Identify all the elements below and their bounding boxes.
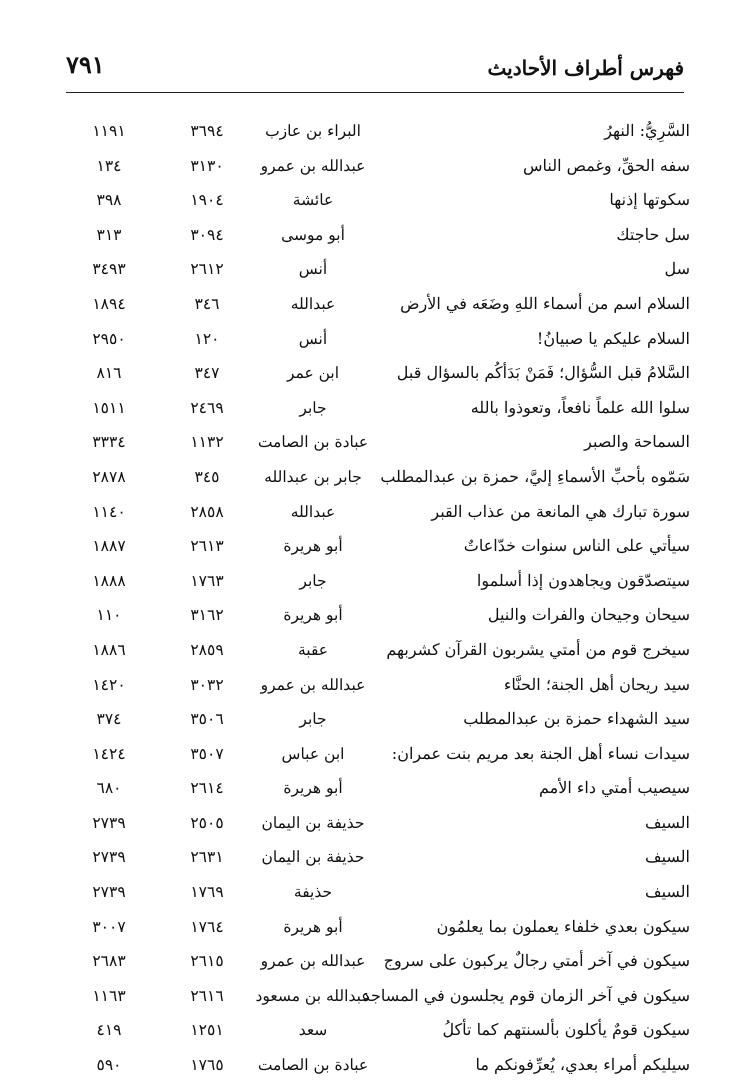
narrator-name: أنس (298, 329, 328, 348)
hadith-opening-text: السلام عليكم يا صبيانُ! (536, 328, 690, 348)
narrator-name: جابر (299, 710, 327, 729)
narrator-name: عبدالله بن عمرو (260, 675, 366, 694)
hadith-number: ٣١٣٠ (190, 156, 224, 175)
hadith-opening-text: سكوتها إذنها (609, 190, 690, 210)
narrator-name: أبو هريرة (283, 606, 343, 625)
hadith-number: ١٧٦٤ (190, 917, 224, 936)
reference-number: ٣٧٤ (96, 710, 122, 729)
index-entry-row (66, 598, 690, 633)
index-entry-row (66, 771, 690, 806)
narrator-name: جابر بن عبدالله (264, 467, 362, 486)
index-entry-row (66, 322, 690, 357)
hadith-opening-text: سيد ريحان أهل الجنة؛ الحنَّاء (503, 674, 690, 694)
hadith-opening-text: السماحة والصبر (584, 432, 690, 452)
reference-number: ٣٠٠٧ (92, 917, 126, 936)
hadith-opening-text: سيتصدّقون ويجاهدون إذا أسلموا (476, 570, 690, 590)
hadith-number: ٣٥٠٦ (190, 710, 224, 729)
index-entry-row (66, 633, 690, 668)
hadith-opening-text: سلوا الله علماً نافعاً، وتعوذوا بالله (470, 397, 690, 417)
hadith-number: ٢٦١٣ (190, 537, 224, 556)
reference-number: ٥٩٠ (96, 1056, 122, 1075)
index-entry-row (66, 944, 690, 979)
hadith-opening-text: سيكون في آخر أمتي رجالٌ يركبون على سروج (383, 951, 690, 971)
index-entry-row (66, 1013, 690, 1048)
hadith-opening-text: السلام اسم من أسماء اللهِ وضَعَه في الأرض (400, 293, 690, 313)
narrator-name: أنس (298, 260, 328, 279)
hadith-number: ٢٦١٦ (190, 986, 224, 1005)
index-entry-row (66, 495, 690, 530)
narrator-name: ابن عباس (281, 744, 345, 763)
hadith-opening-text: سيكون في آخر الزمان قوم يجلسون في المساجد (362, 985, 690, 1005)
reference-number: ٦٨٠ (96, 779, 122, 798)
hadith-index-list (66, 114, 690, 1083)
hadith-number: ٢٦١٢ (190, 260, 224, 279)
reference-number: ١١٩١ (92, 122, 126, 140)
reference-number: ٢٧٣٩ (92, 883, 126, 902)
hadith-opening-text: السيف (645, 882, 690, 902)
reference-number: ٢٩٥٠ (92, 329, 126, 348)
hadith-opening-text: سيد الشهداء حمزة بن عبدالمطلب (463, 709, 690, 729)
reference-number: ٢٨٧٨ (92, 467, 126, 486)
hadith-opening-text: السيف (645, 812, 690, 832)
hadith-opening-text: السيف (645, 847, 690, 867)
index-entry-row (66, 114, 690, 149)
reference-number: ٣٩٨ (96, 191, 122, 210)
narrator-name: حذيفة بن اليمان (261, 848, 365, 867)
page-header (66, 48, 684, 93)
index-entry-row (66, 702, 690, 737)
index-entry-row (66, 183, 690, 218)
hadith-number: ٣٤٧ (194, 364, 220, 383)
index-entry-row (66, 356, 690, 391)
narrator-name: حذيفة (293, 883, 333, 902)
reference-number: ٨١٦ (96, 364, 122, 383)
reference-number: ١٤٢٤ (92, 744, 126, 763)
hadith-opening-text: سل (664, 259, 690, 279)
narrator-name: حذيفة بن اليمان (261, 813, 365, 832)
reference-number: ١١٤٠ (92, 502, 126, 521)
narrator-name: ابن عمر (286, 364, 340, 383)
narrator-name: عبادة بن الصامت (257, 1056, 369, 1075)
page-number: ٧٩١ (66, 50, 105, 79)
narrator-name: جابر (299, 398, 327, 417)
hadith-number: ٢٨٥٩ (190, 640, 224, 659)
index-entry-row (66, 460, 690, 495)
hadith-number: ٢٦١٥ (190, 952, 224, 971)
hadith-number: ٣١٦٢ (190, 606, 224, 625)
hadith-number: ٢٥٠٥ (190, 813, 224, 832)
narrator-name: عقبة (297, 640, 329, 659)
index-entry-row (66, 391, 690, 426)
reference-number: ١١٦٣ (92, 986, 126, 1005)
index-entry-row (66, 979, 690, 1014)
hadith-number: ٣٠٩٤ (190, 225, 224, 244)
hadith-number: ٢٨٥٨ (190, 502, 224, 521)
index-entry-row (66, 737, 690, 772)
narrator-name: أبو موسى (281, 225, 345, 244)
hadith-opening-text: سيكون قومٌ يأكلون بألسنتهم كما تأكلُ (442, 1020, 690, 1040)
reference-number: ١٨٨٨ (92, 571, 126, 590)
hadith-opening-text: سيليكم أمراء بعدي، يُعرِّفونكم ما (475, 1055, 690, 1075)
hadith-opening-text: سيكون بعدي خلفاء يعملون بما يعلمُون (436, 916, 690, 936)
reference-number: ١٨٨٦ (92, 640, 126, 659)
narrator-name: أبو هريرة (283, 917, 343, 936)
reference-number: ١٨٨٧ (92, 537, 126, 556)
index-entry-row (66, 910, 690, 945)
hadith-number: ١٧٦٣ (190, 571, 224, 590)
hadith-opening-text: سَمّوه بأحبِّ الأسماءِ إليَّ، حمزة بن عبدالمطلب (380, 466, 690, 486)
hadith-number: ١٧٦٥ (190, 1056, 224, 1075)
hadith-number: ٣٥٠٧ (190, 744, 224, 763)
hadith-opening-text: سيصيب أمتي داء الأمم (539, 778, 690, 798)
index-entry-row (66, 252, 690, 287)
hadith-opening-text: السَّلامُ قبل السُّؤال؛ فَمَنْ بَدَأكُم بالسؤال قبل (396, 363, 690, 383)
narrator-name: أبو هريرة (283, 537, 343, 556)
hadith-number: ٣٤٥ (194, 467, 220, 486)
hadith-number: ١٧٦٩ (190, 883, 224, 902)
narrator-name: جابر (299, 571, 327, 590)
hadith-number: ٢٤٦٩ (190, 398, 224, 417)
narrator-name: أبو هريرة (283, 779, 343, 798)
hadith-number: ٣٦٩٤ (190, 122, 224, 140)
hadith-opening-text: سورة تبارك هي المانعة من عذاب القبر (431, 501, 690, 521)
reference-number: ٣٣٣٤ (92, 433, 126, 452)
hadith-opening-text: سل حاجتك (616, 224, 690, 244)
hadith-number: ٢٦٣١ (190, 848, 224, 867)
narrator-name: عبدالله بن عمرو (260, 156, 366, 175)
narrator-name: عبادة بن الصامت (257, 433, 369, 452)
index-entry-row (66, 529, 690, 564)
reference-number: ٣٤٩٣ (92, 260, 126, 279)
reference-number: ٢٧٣٩ (92, 813, 126, 832)
hadith-number: ٣٤٦ (194, 294, 220, 313)
index-entry-row (66, 425, 690, 460)
hadith-opening-text: سفه الحقِّ، وغمص الناس (523, 155, 690, 175)
hadith-number: ٣٠٣٢ (190, 675, 224, 694)
hadith-number: ١١٣٢ (190, 433, 224, 452)
index-entry-row (66, 668, 690, 703)
running-title: فهرس أطراف الأحاديث (487, 56, 684, 80)
reference-number: ٢٦٨٣ (92, 952, 126, 971)
reference-number: ١٣٤ (96, 156, 122, 175)
hadith-opening-text: السَّرِيُّ: النهرُ (604, 121, 690, 140)
narrator-name: عبدالله (290, 294, 336, 313)
reference-number: ٣١٣ (96, 225, 122, 244)
hadith-number: ٢٦١٤ (190, 779, 224, 798)
index-entry-row (66, 564, 690, 599)
index-entry-row (66, 1048, 690, 1083)
narrator-name: عبدالله (290, 502, 336, 521)
index-entry-row (66, 149, 690, 184)
reference-number: ٤١٩ (96, 1021, 122, 1040)
narrator-name: عبدالله بن عمرو (260, 952, 366, 971)
narrator-name: عبدالله بن مسعود (255, 986, 371, 1005)
hadith-number: ١٢٥١ (190, 1021, 224, 1040)
hadith-opening-text: سيدات نساء أهل الجنة بعد مريم بنت عمران: (391, 743, 690, 763)
narrator-name: البراء بن عازب (265, 122, 361, 140)
reference-number: ٢٧٣٩ (92, 848, 126, 867)
reference-number: ١١٠ (96, 606, 122, 625)
index-entry-row (66, 218, 690, 253)
hadith-opening-text: سيخرج قوم من أمتي يشربون القرآن كشربهم (386, 639, 690, 659)
reference-number: ١٨٩٤ (92, 294, 126, 313)
hadith-number: ١٢٠ (194, 329, 220, 348)
index-entry-row (66, 287, 690, 322)
narrator-name: عائشة (292, 191, 334, 210)
reference-number: ١٥١١ (92, 398, 126, 417)
hadith-opening-text: سيأتي على الناس سنوات خدّاعاتٌ (463, 536, 690, 556)
reference-number: ١٤٢٠ (92, 675, 126, 694)
hadith-number: ١٩٠٤ (190, 191, 224, 210)
index-entry-row (66, 806, 690, 841)
index-entry-row (66, 840, 690, 875)
narrator-name: سعد (298, 1021, 328, 1040)
index-entry-row (66, 875, 690, 910)
hadith-opening-text: سيحان وجيحان والفرات والنيل (487, 605, 690, 625)
